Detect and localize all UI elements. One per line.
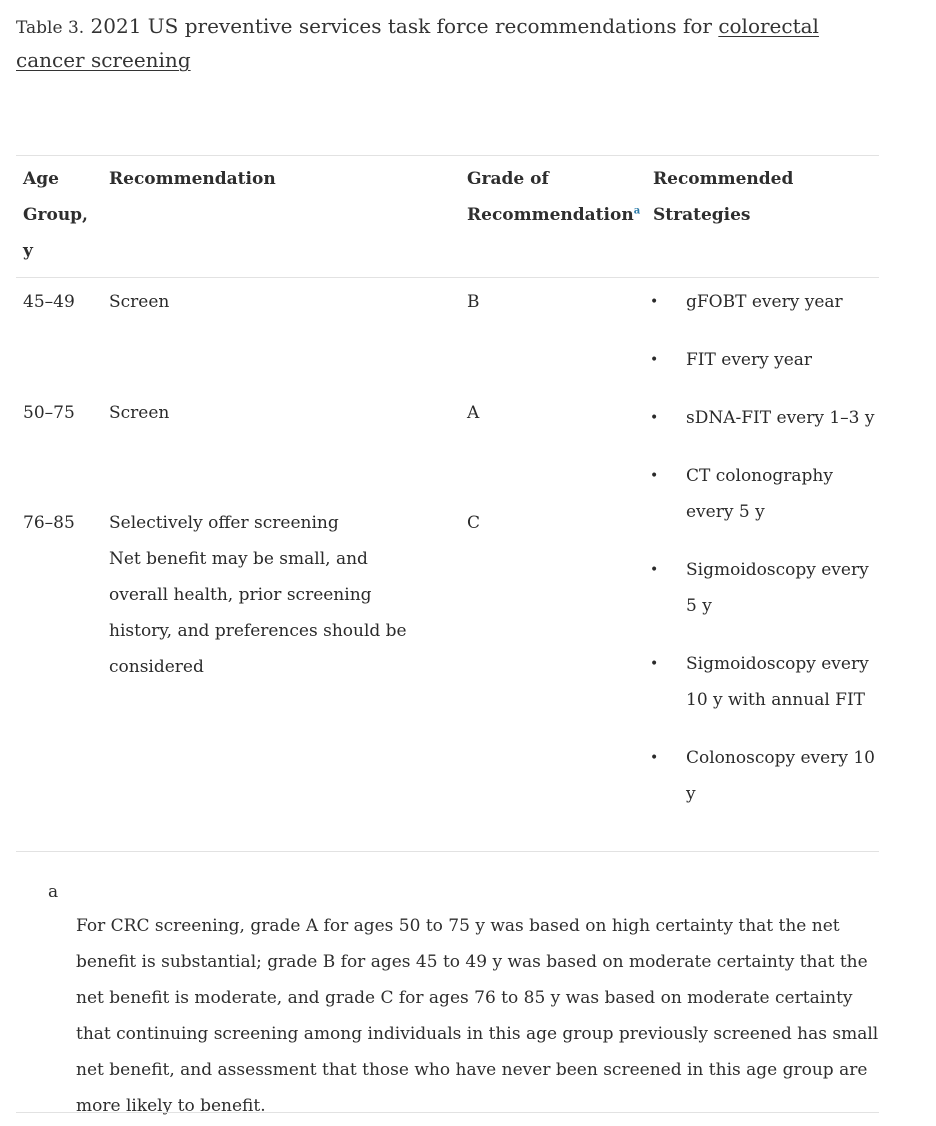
- bullet-icon: •: [650, 468, 659, 484]
- strategy-text: Colonoscopy every 10 y: [686, 748, 875, 804]
- header-age-group: Age Group, y: [23, 169, 88, 261]
- row-3-recommendation: [109, 505, 429, 685]
- bullet-icon: •: [650, 294, 659, 310]
- row-2-age: 50–75: [23, 403, 75, 423]
- bullet-icon: •: [650, 656, 659, 672]
- row-1-recommendation: Screen: [109, 292, 170, 312]
- row-1-age: 45–49: [23, 292, 75, 312]
- strategy-item: [650, 552, 880, 624]
- row-3-recommendation-note: Net benefit may be small, and overall health, prior screening history, and preferences should be considered: [109, 549, 407, 677]
- table-caption: [16, 10, 876, 76]
- strategy-item: [650, 740, 880, 812]
- table-top-rule: [16, 155, 879, 156]
- footnote-bottom-rule: [16, 1112, 879, 1113]
- colorectal-cancer-screening-link[interactable]: colorectal cancer screening: [16, 14, 819, 72]
- header-recommendation: Recommendation: [109, 169, 276, 189]
- strategy-text: Sigmoidoscopy every 10 y with annual FIT: [686, 654, 869, 710]
- table-label: Table 3.: [16, 18, 85, 38]
- row-3-grade: C: [467, 513, 481, 533]
- table-bottom-rule: [16, 851, 879, 852]
- header-bottom-rule: [16, 277, 879, 278]
- row-2-grade: A: [467, 403, 480, 423]
- strategy-text: CT colonography every 5 y: [686, 466, 833, 522]
- strategy-text: Sigmoidoscopy every 5 y: [686, 560, 869, 616]
- footnote-reference[interactable]: a: [633, 205, 641, 217]
- strategy-item: [650, 284, 880, 320]
- header-grade-label: Grade of Recommendation: [467, 169, 634, 225]
- row-2-recommendation: Screen: [109, 403, 170, 423]
- bullet-icon: •: [650, 410, 659, 426]
- bullet-icon: •: [650, 750, 659, 766]
- strategy-text: sDNA-FIT every 1–3 y: [686, 408, 875, 428]
- bullet-icon: •: [650, 352, 659, 368]
- strategy-text: FIT every year: [686, 350, 813, 370]
- strategy-item: [650, 400, 880, 436]
- table-title: 2021 US preventive services task force recommendations for: [84, 14, 719, 38]
- strategy-item: [650, 458, 880, 530]
- row-1-grade: B: [467, 292, 480, 312]
- row-3-recommendation-main: Selectively offer screening: [109, 513, 339, 533]
- row-3-age: 76–85: [23, 513, 75, 533]
- header-strategies: Recommended Strategies: [653, 169, 794, 225]
- strategy-item: [650, 646, 880, 718]
- strategies-list: [650, 284, 880, 834]
- footnote-marker: a: [48, 882, 59, 902]
- bullet-icon: •: [650, 562, 659, 578]
- header-grade: [467, 161, 641, 233]
- footnote-text: For CRC screening, grade A for ages 50 to 75 y was based on high certainty that the net benefit is substantial; grade B for ages 45 to 49 y was based on moderate certainty that the net benefit is moderate, and grade C for ages 76 to 85 y was based on moderate certainty that continuing screening among individuals in this age group previously screened has small net benefit, and assessment that those who have never been screened in this age group are more likely to benefit.: [76, 916, 879, 1116]
- strategy-item: [650, 342, 880, 378]
- strategy-text: gFOBT every year: [686, 292, 843, 312]
